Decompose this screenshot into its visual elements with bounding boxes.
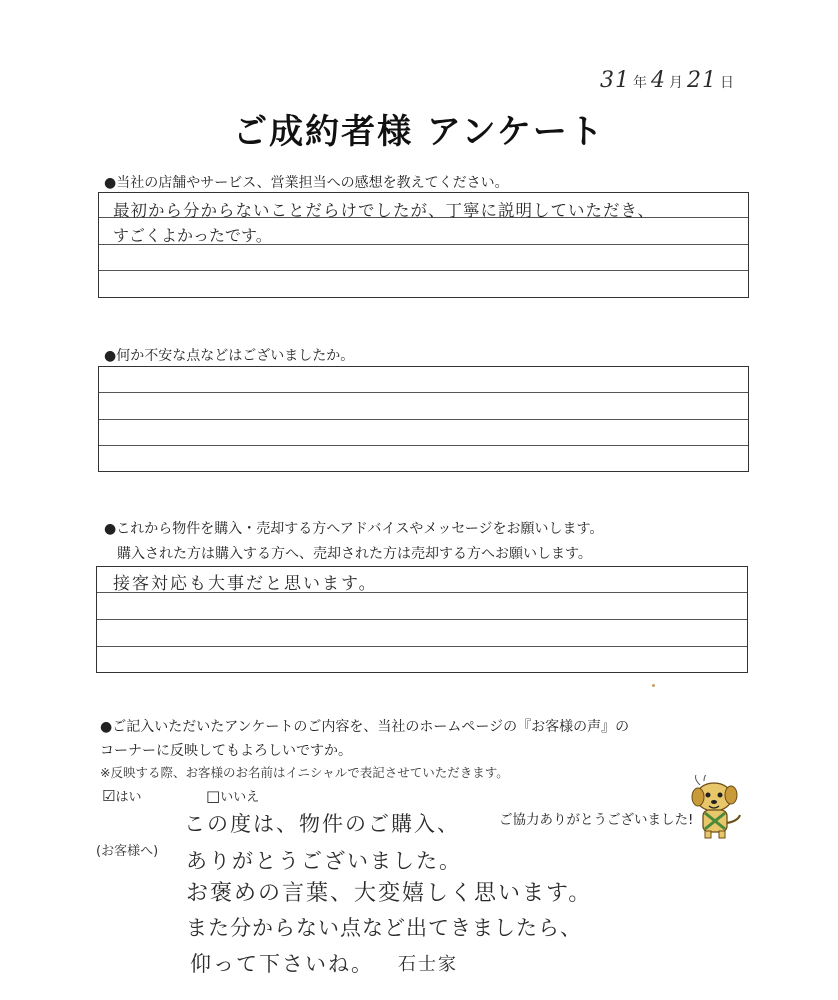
date-day: 21	[687, 68, 717, 93]
q3-answer-box	[96, 566, 748, 673]
yes-label: はい	[115, 790, 142, 805]
reply-label: (お客様へ)	[96, 844, 159, 859]
consent-question-line-1: ●ご記入いただいたアンケートのご内容を、当社のホームページの『お客様の声』の	[100, 719, 630, 735]
reply-line-1: この度は、物件のご購入、	[184, 812, 460, 836]
date-day-unit: 日	[720, 75, 735, 91]
reply-line-3: お褒めの言葉、大変嬉しく思います。	[186, 881, 593, 906]
q2-question: ●何か不安な点などはございましたか。	[104, 348, 355, 364]
reply-line-2: ありがとうございました。	[186, 849, 462, 873]
consent-question-line-2: コーナーに反映してもよろしいですか。	[100, 743, 352, 759]
stray-mark	[652, 684, 655, 687]
page-title: ご成約者様 アンケート	[233, 112, 605, 152]
survey-date	[600, 68, 738, 93]
q3-question: ●これから物件を購入・売却する方へアドバイスやメッセージをお願いします。	[104, 521, 604, 537]
reply-line-5: 仰って下さいね。	[190, 952, 374, 976]
q2-rule-1	[99, 392, 748, 393]
q1-answer-line-1: 最初から分からないことだらけでしたが、丁寧に説明していただき、	[113, 201, 655, 220]
date-month: 4	[651, 68, 666, 93]
q1-answer-line-2: すごくよかったです。	[113, 226, 272, 245]
q3-rule-2	[97, 619, 747, 620]
date-year: 31	[600, 68, 630, 93]
consent-yes-option[interactable]	[102, 786, 141, 805]
q2-rule-3	[99, 445, 748, 446]
thanks-message: ご協力ありがとうございました!	[499, 812, 694, 828]
q3-rule-3	[97, 646, 747, 647]
consent-no-option[interactable]	[206, 786, 259, 805]
yes-checkbox[interactable]: ☑	[102, 787, 116, 805]
q2-rule-2	[99, 419, 748, 420]
q1-question: ●当社の店舗やサービス、営業担当への感想を教えてください。	[104, 175, 509, 191]
reply-signature: 石士家	[398, 954, 458, 975]
q3-answer-line-1: 接客対応も大事だと思います。	[113, 574, 378, 594]
no-checkbox[interactable]: □	[206, 787, 221, 805]
q3-question-sub: 購入された方は購入する方へ、売却された方は売却する方へお願いします。	[117, 546, 592, 562]
q1-answer-box	[98, 192, 749, 298]
consent-note: ※反映する際、お客様のお名前はイニシャルで表記させていただきます。	[100, 765, 509, 780]
dog-mascot-icon	[690, 775, 744, 839]
q1-rule-3	[99, 270, 748, 271]
date-year-unit: 年	[633, 75, 648, 91]
date-month-unit: 月	[669, 75, 684, 91]
reply-line-4: また分からない点など出てきましたら、	[186, 916, 582, 940]
no-label: いいえ	[220, 790, 260, 805]
q2-answer-box	[98, 366, 749, 472]
